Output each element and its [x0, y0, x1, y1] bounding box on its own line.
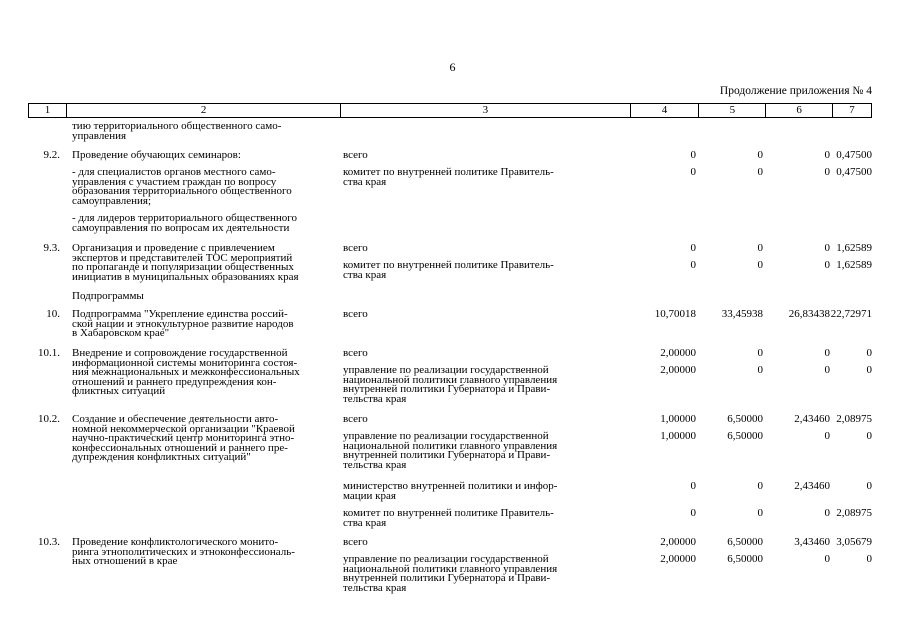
table-header	[28, 103, 872, 118]
row-value-5: 33,45938	[721, 308, 763, 320]
row-number: 10.3.	[38, 536, 60, 548]
row-value-5: 6,50000	[727, 536, 763, 548]
row-source: министерство внутренней политики и инфор- мации края	[343, 480, 558, 502]
row-value-6: 26,83438	[788, 308, 830, 320]
row-value-6: 0	[824, 347, 830, 359]
row-number: 9.3.	[43, 242, 60, 254]
row-value-6: 0	[824, 242, 830, 254]
row-value-4: 2,00000	[660, 536, 696, 548]
row-value-6: 3,43460	[794, 536, 830, 548]
row-value-7: 3,05679	[836, 536, 872, 548]
row-number: 10.1.	[38, 347, 60, 359]
col-header-3: 3	[341, 104, 630, 117]
row-value-7: 0	[866, 553, 872, 565]
row-value-7: 2,08975	[836, 413, 872, 425]
row-value-5: 0	[757, 242, 763, 254]
table-row	[28, 151, 872, 161]
col-header-6: 6	[766, 104, 833, 117]
row-source: всего	[343, 308, 368, 320]
row-value-6: 0	[824, 166, 830, 178]
row-description: - для специалистов органов местного само- управления с участием граждан по вопросу образования территориального общественного самоуправления;	[72, 166, 292, 207]
row-value-6: 0	[824, 553, 830, 565]
row-value-4: 2,00000	[660, 347, 696, 359]
table-row	[28, 432, 872, 470]
col-header-1: 1	[29, 104, 67, 117]
table-row	[28, 366, 872, 404]
row-source: всего	[343, 149, 368, 161]
row-value-7: 1,62589	[836, 259, 872, 271]
row-value-6: 2,43460	[794, 413, 830, 425]
row-value-7: 1,62589	[836, 242, 872, 254]
row-value-7: 0,47500	[836, 149, 872, 161]
row-number: 10.2.	[38, 413, 60, 425]
row-value-5: 0	[757, 364, 763, 376]
row-value-4: 0	[690, 259, 696, 271]
table-row	[28, 261, 872, 280]
row-source: всего	[343, 242, 368, 254]
row-value-4: 0	[690, 480, 696, 492]
data-table	[28, 103, 872, 118]
row-number: 10.	[46, 308, 60, 320]
table-row	[28, 482, 872, 501]
continuation-label: Продолжение приложения № 4	[719, 85, 872, 97]
table-row	[28, 509, 872, 528]
row-value-5: 6,50000	[727, 553, 763, 565]
row-value-5: 6,50000	[727, 430, 763, 442]
row-value-5: 6,50000	[727, 413, 763, 425]
row-description: Подпрограмма "Укрепление единства россий- ской нации и этнокультурное развитие народов в Хабаровском крае"	[72, 308, 294, 339]
row-value-6: 0	[824, 507, 830, 519]
row-value-5: 0	[757, 507, 763, 519]
row-value-4: 0	[690, 507, 696, 519]
row-source: всего	[343, 413, 368, 425]
row-value-7: 2,08975	[836, 507, 872, 519]
table-row	[28, 310, 872, 339]
row-description: - для лидеров территориального общественного самоуправления по вопросам их деятельности	[72, 212, 298, 234]
row-source: комитет по внутренней политике Правитель- ства края	[343, 507, 554, 529]
row-value-5: 0	[757, 166, 763, 178]
col-header-2: 2	[67, 104, 341, 117]
row-value-6: 0	[824, 430, 830, 442]
row-source: управление по реализации государственной национальной политики главного управления внутренней политики Губернатора и Прави- тельства края	[343, 364, 558, 405]
col-header-7: 7	[849, 104, 855, 116]
table-row	[28, 214, 872, 233]
row-description: тию территориального общественного само- управления	[72, 120, 282, 142]
row-description: Внедрение и сопровождение государственной информационной системы мониторинга состоя- ния межнациональных и межконфессиональных отношений и раннего предупреждения кон- фликтных ситуаций	[72, 347, 300, 397]
row-value-4: 0	[690, 242, 696, 254]
table-row	[28, 168, 872, 206]
row-source: управление по реализации государственной национальной политики главного управления внутренней политики Губернатора и Прави- тельства края	[343, 553, 558, 594]
row-value-6: 0	[824, 364, 830, 376]
row-description: Подпрограммы	[72, 290, 144, 302]
table-row	[28, 292, 872, 302]
row-source: управление по реализации государственной национальной политики главного управления внутренней политики Губернатора и Прави- тельства края	[343, 430, 558, 471]
row-number: 9.2.	[43, 149, 60, 161]
row-value-5: 0	[757, 480, 763, 492]
row-source: всего	[343, 347, 368, 359]
row-description: Проведение обучающих семинаров:	[72, 149, 241, 161]
row-value-7: 0	[866, 347, 872, 359]
row-description: Проведение конфликтологического монито- ринга этнополитических и этноконфессиональ- ных отношений в крае	[72, 536, 295, 567]
col-header-4: 4	[631, 104, 700, 117]
row-value-4: 2,00000	[660, 364, 696, 376]
row-source: всего	[343, 536, 368, 548]
row-value-5: 0	[757, 259, 763, 271]
row-source: комитет по внутренней политике Правитель- ства края	[343, 259, 554, 281]
row-value-6: 0	[824, 259, 830, 271]
row-value-6: 0	[824, 149, 830, 161]
row-value-7: 0,47500	[836, 166, 872, 178]
page-number: 6	[449, 60, 456, 74]
table-row	[28, 555, 872, 593]
row-value-7: 22,72971	[830, 308, 872, 320]
col-header-5: 5	[699, 104, 766, 117]
row-description: Организация и проведение с привлечением экспертов и представителей ТОС мероприятий по пропаганде и популяризации общественных инициатив в муниципальных образованиях края	[72, 242, 299, 283]
row-value-7: 0	[866, 480, 872, 492]
row-value-5: 0	[757, 149, 763, 161]
row-value-4: 0	[690, 166, 696, 178]
table-row	[28, 122, 872, 141]
row-source: комитет по внутренней политике Правитель- ства края	[343, 166, 554, 188]
row-value-4: 2,00000	[660, 553, 696, 565]
row-value-4: 1,00000	[660, 413, 696, 425]
row-value-4: 10,70018	[654, 308, 696, 320]
row-value-6: 2,43460	[794, 480, 830, 492]
row-value-7: 0	[866, 364, 872, 376]
row-description: Создание и обеспечение деятельности авто- номной некоммерческой организации "Краевой научно-практический центр мониторинга этно- конфессиональных отношений и раннего пре- дупреждения конфликтных ситуаций"	[72, 413, 295, 463]
row-value-7: 0	[866, 430, 872, 442]
row-value-4: 0	[690, 149, 696, 161]
row-value-4: 1,00000	[660, 430, 696, 442]
row-value-5: 0	[757, 347, 763, 359]
